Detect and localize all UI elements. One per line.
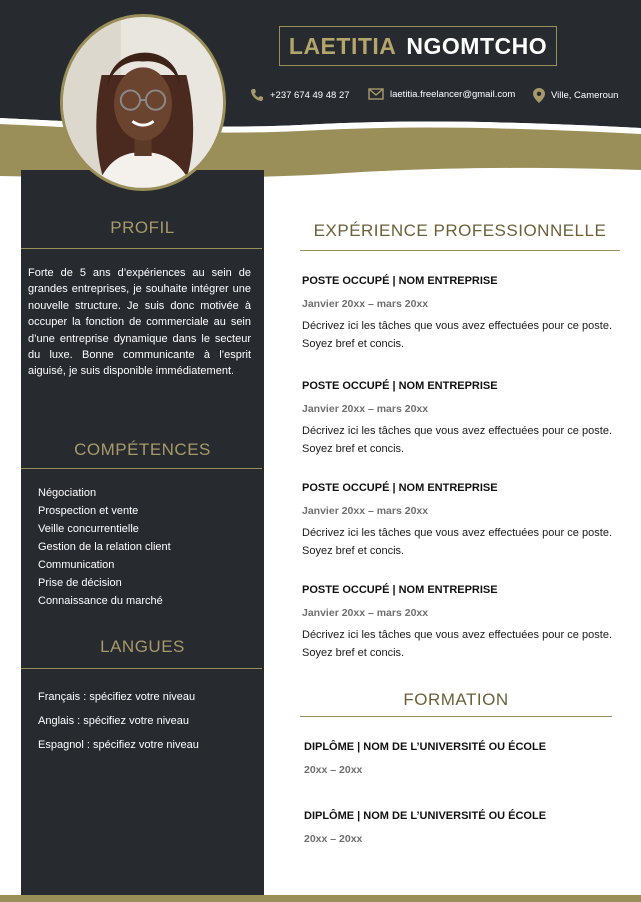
languages-list <box>38 688 199 760</box>
language-item: Français : spécifiez votre niveau <box>38 691 196 703</box>
skill-item: Prise de décision <box>38 577 122 589</box>
experience-divider <box>300 250 620 251</box>
mail-icon <box>368 88 384 100</box>
job-description: Décrivez ici les tâches que vous avez effectuées pour ce poste. Soyez bref et concis. <box>302 527 612 557</box>
portrait-illustration <box>63 17 223 188</box>
profile-divider <box>21 248 262 249</box>
contact-location <box>533 88 618 103</box>
education-entry <box>304 810 614 845</box>
experience-section-title: EXPÉRIENCE PROFESSIONNELLE <box>313 221 607 240</box>
profile-photo <box>60 14 226 191</box>
job-dates: Janvier 20xx – mars 20xx <box>302 607 429 619</box>
job-entry <box>302 275 612 353</box>
name-box <box>279 26 557 66</box>
skills-divider <box>21 468 262 469</box>
job-heading: POSTE OCCUPÉ | NOM ENTREPRISE <box>302 275 498 287</box>
job-dates: Janvier 20xx – mars 20xx <box>302 403 429 415</box>
education-entry <box>304 741 614 776</box>
job-dates: Janvier 20xx – mars 20xx <box>302 298 429 310</box>
languages-section-title: LANGUES <box>100 637 185 656</box>
skill-item: Communication <box>38 559 115 571</box>
education-dates: 20xx – 20xx <box>304 833 363 845</box>
language-item: Espagnol : spécifiez votre niveau <box>38 739 199 751</box>
job-dates: Janvier 20xx – mars 20xx <box>302 505 429 517</box>
location-pin-icon <box>533 88 545 103</box>
skills-section-title: COMPÉTENCES <box>74 440 211 459</box>
email-address: laetitia.freelancer@gmail.com <box>390 88 516 100</box>
job-description: Décrivez ici les tâches que vous avez effectuées pour ce poste. Soyez bref et concis. <box>302 320 612 350</box>
location-text: Ville, Cameroun <box>551 90 619 101</box>
language-item: Anglais : spécifiez votre niveau <box>38 715 190 727</box>
education-dates: 20xx – 20xx <box>304 764 363 776</box>
job-entry <box>302 380 612 458</box>
education-divider <box>300 716 612 717</box>
job-heading: POSTE OCCUPÉ | NOM ENTREPRISE <box>302 482 498 494</box>
profile-section-title: PROFIL <box>110 218 175 237</box>
job-description: Décrivez ici les tâches que vous avez effectuées pour ce poste. Soyez bref et concis. <box>302 425 612 455</box>
first-name: LAETITIA <box>288 32 397 59</box>
contact-phone <box>250 88 350 102</box>
education-heading: DIPLÔME | NOM DE L’UNIVERSITÉ OU ÉCOLE <box>304 741 547 753</box>
footer-bar <box>0 895 641 902</box>
profile-summary: Forte de 5 ans d’expériences au sein de grandes entreprises, je souhaite intégrer une nouvelle structure. Je suis donc motivée à occuper la fonction de commerciale au sein d’une entreprise dynamique dans le secteur du luxe. Bonne communicante à l’esprit aiguisé, je suis disponible immédiatement. <box>28 267 251 378</box>
last-name: NGOMTCHO <box>406 32 548 59</box>
languages-divider <box>21 668 262 669</box>
skill-item: Veille concurrentielle <box>38 523 139 535</box>
education-heading: DIPLÔME | NOM DE L’UNIVERSITÉ OU ÉCOLE <box>304 810 547 822</box>
skill-item: Connaissance du marché <box>38 595 163 607</box>
job-entry <box>302 584 612 662</box>
education-section-title: FORMATION <box>403 690 509 709</box>
skill-item: Gestion de la relation client <box>38 541 171 553</box>
skills-list <box>38 484 171 610</box>
job-heading: POSTE OCCUPÉ | NOM ENTREPRISE <box>302 380 498 392</box>
phone-number: +237 674 49 48 27 <box>270 89 350 101</box>
contact-email <box>368 88 515 100</box>
job-description: Décrivez ici les tâches que vous avez effectuées pour ce poste. Soyez bref et concis. <box>302 629 612 659</box>
job-entry <box>302 482 612 560</box>
skill-item: Prospection et vente <box>38 505 139 517</box>
skill-item: Négociation <box>38 487 97 499</box>
phone-icon <box>250 88 264 102</box>
job-heading: POSTE OCCUPÉ | NOM ENTREPRISE <box>302 584 498 596</box>
